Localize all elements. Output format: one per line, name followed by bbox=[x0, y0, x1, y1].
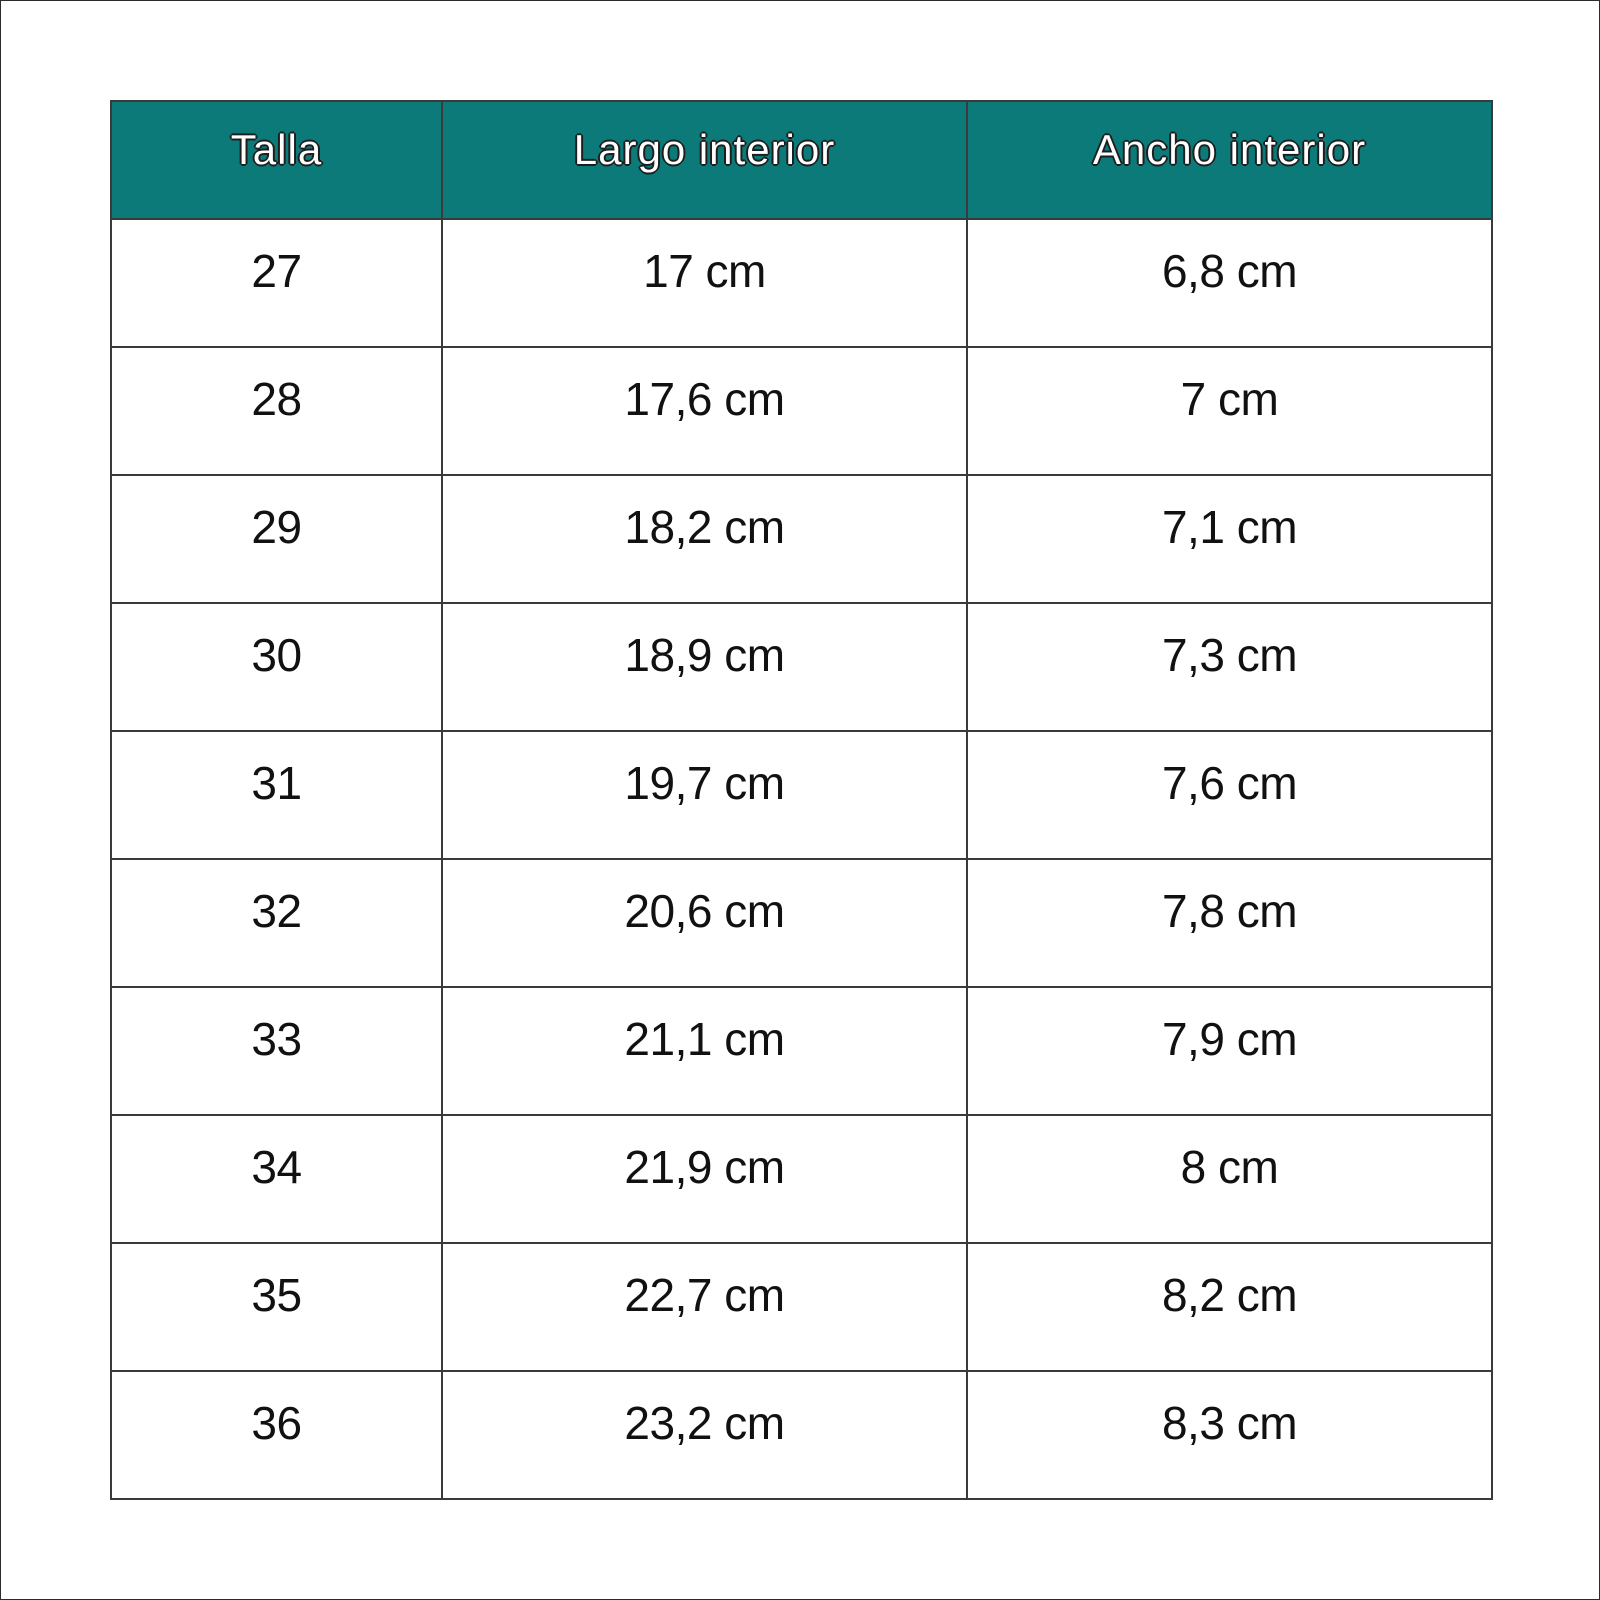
cell-talla: 27 bbox=[111, 219, 442, 347]
cell-talla: 36 bbox=[111, 1371, 442, 1499]
cell-talla: 33 bbox=[111, 987, 442, 1115]
cell-ancho: 6,8 cm bbox=[967, 219, 1492, 347]
cell-largo: 21,9 cm bbox=[442, 1115, 967, 1243]
cell-ancho: 7,3 cm bbox=[967, 603, 1492, 731]
cell-ancho: 8,3 cm bbox=[967, 1371, 1492, 1499]
table-row bbox=[111, 731, 1492, 859]
table-row bbox=[111, 859, 1492, 987]
header-row bbox=[111, 101, 1492, 219]
cell-ancho: 8,2 cm bbox=[967, 1243, 1492, 1371]
cell-largo: 17 cm bbox=[442, 219, 967, 347]
cell-talla: 30 bbox=[111, 603, 442, 731]
cell-talla: 34 bbox=[111, 1115, 442, 1243]
cell-talla: 35 bbox=[111, 1243, 442, 1371]
table-row bbox=[111, 1115, 1492, 1243]
cell-largo: 20,6 cm bbox=[442, 859, 967, 987]
size-chart-table bbox=[110, 100, 1493, 1500]
cell-talla: 31 bbox=[111, 731, 442, 859]
table-row bbox=[111, 1243, 1492, 1371]
table-row bbox=[111, 987, 1492, 1115]
cell-largo: 23,2 cm bbox=[442, 1371, 967, 1499]
cell-talla: 32 bbox=[111, 859, 442, 987]
table-body bbox=[111, 219, 1492, 1499]
cell-largo: 17,6 cm bbox=[442, 347, 967, 475]
cell-largo: 18,9 cm bbox=[442, 603, 967, 731]
cell-talla: 28 bbox=[111, 347, 442, 475]
cell-ancho: 7 cm bbox=[967, 347, 1492, 475]
table-row bbox=[111, 1371, 1492, 1499]
header-ancho-interior: Ancho interior bbox=[967, 101, 1492, 219]
cell-talla: 29 bbox=[111, 475, 442, 603]
header-talla: Talla bbox=[111, 101, 442, 219]
cell-largo: 22,7 cm bbox=[442, 1243, 967, 1371]
cell-largo: 21,1 cm bbox=[442, 987, 967, 1115]
cell-ancho: 7,8 cm bbox=[967, 859, 1492, 987]
cell-ancho: 7,6 cm bbox=[967, 731, 1492, 859]
cell-largo: 18,2 cm bbox=[442, 475, 967, 603]
table-row bbox=[111, 603, 1492, 731]
table-row bbox=[111, 219, 1492, 347]
cell-largo: 19,7 cm bbox=[442, 731, 967, 859]
header-largo-interior: Largo interior bbox=[442, 101, 967, 219]
cell-ancho: 7,1 cm bbox=[967, 475, 1492, 603]
cell-ancho: 8 cm bbox=[967, 1115, 1492, 1243]
table-header bbox=[111, 101, 1492, 219]
table-row bbox=[111, 347, 1492, 475]
cell-ancho: 7,9 cm bbox=[967, 987, 1492, 1115]
table-row bbox=[111, 475, 1492, 603]
